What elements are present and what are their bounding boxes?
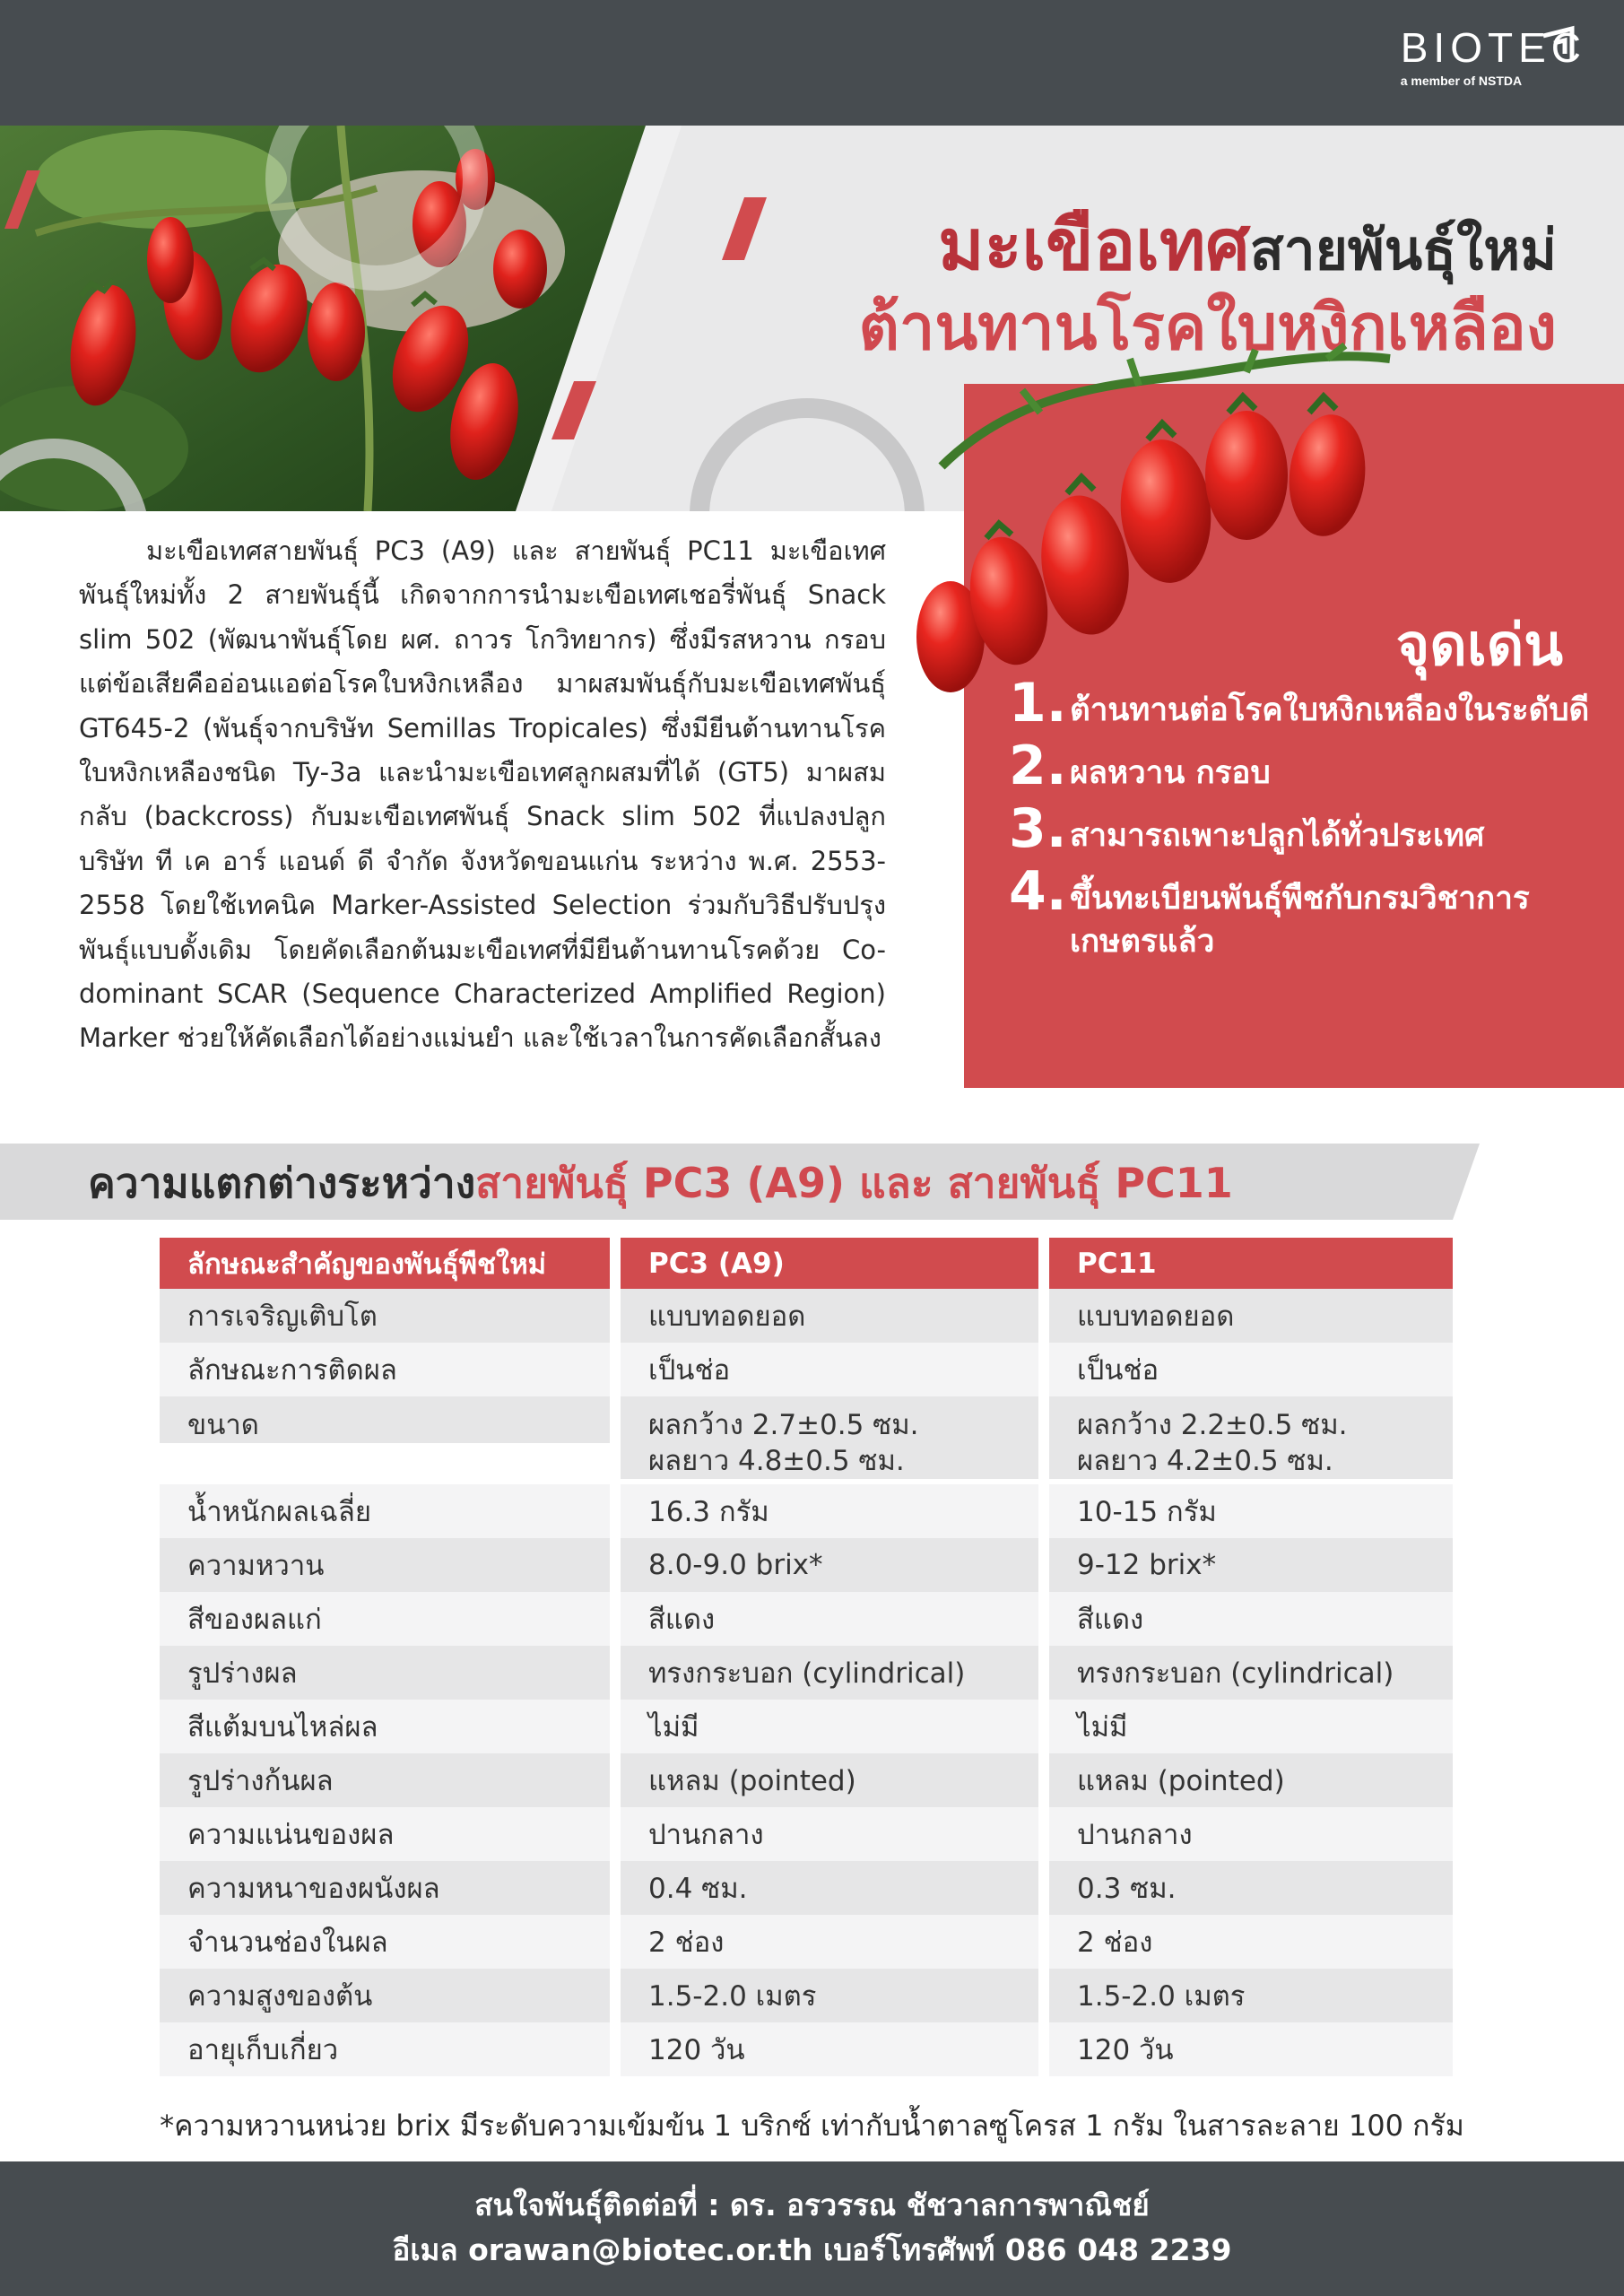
- highlight-text: สามารถเพาะปลูกได้ทั่วประเทศ: [1070, 818, 1485, 854]
- header-cell: PC3 (A9): [621, 1238, 1038, 1289]
- cell-text: ขนาด: [187, 1409, 259, 1441]
- table-cell: 0.3 ซม.: [1049, 1861, 1453, 1915]
- highlight-number: 4.: [1009, 860, 1067, 923]
- comparison-title-red: สายพันธุ์ PC3 (A9) และ สายพันธุ์ PC11: [475, 1159, 1233, 1207]
- header-cell: ลักษณะสำคัญของพันธุ์พืชใหม่: [160, 1238, 610, 1289]
- highlight-number: 1.: [1009, 672, 1067, 735]
- table-row: [160, 1646, 1453, 1700]
- table-cell: 1.5-2.0 เมตร: [621, 1969, 1038, 2022]
- contact-footer: [0, 2161, 1624, 2296]
- table-cell: ปานกลาง: [621, 1807, 1038, 1861]
- highlight-item: [1009, 797, 1601, 860]
- table-cell: 120 วัน: [621, 2022, 1038, 2076]
- highlight-item: [1009, 860, 1601, 963]
- table-row: [160, 1343, 1453, 1396]
- table-cell: รูปร่างก้นผล: [160, 1753, 610, 1807]
- logo-wordmark: BIOTEC: [1400, 24, 1586, 71]
- table-cell: ความหวาน: [160, 1538, 610, 1592]
- cell-line: ผลกว้าง 2.2±0.5 ซม.: [1077, 1409, 1348, 1441]
- logo-tagline: a member of NSTDA: [1400, 74, 1523, 88]
- table-cell: จำนวนช่องในผล: [160, 1915, 610, 1969]
- highlight-text: ขึ้นทะเบียนพันธุ์พืชกับกรมวิชาการเกษตรแล้ว: [1070, 881, 1530, 960]
- table-row: [160, 1484, 1453, 1538]
- table-row: [160, 1396, 1453, 1484]
- comparison-title: [88, 1154, 1233, 1212]
- cell-line: ผลยาว 4.8±0.5 ซม.: [648, 1445, 905, 1477]
- table-cell: แบบทอดยอด: [621, 1289, 1038, 1343]
- table-cell: 120 วัน: [1049, 2022, 1453, 2076]
- highlight-number: 3.: [1009, 797, 1067, 860]
- table-cell: ทรงกระบอก (cylindrical): [621, 1646, 1038, 1700]
- table-cell: แหลม (pointed): [1049, 1753, 1453, 1807]
- table-cell: ลักษณะการติดผล: [160, 1343, 610, 1396]
- table-cell: ไม่มี: [621, 1700, 1038, 1753]
- table-cell: ไม่มี: [1049, 1700, 1453, 1753]
- table-cell: 2 ช่อง: [1049, 1915, 1453, 1969]
- table-cell: 1.5-2.0 เมตร: [1049, 1969, 1453, 2022]
- header-bar: [0, 0, 1624, 126]
- table-cell: สีแดง: [1049, 1592, 1453, 1646]
- table-cell: การเจริญเติบโต: [160, 1289, 610, 1343]
- comparison-table: [160, 1238, 1453, 2076]
- table-row: [160, 1753, 1453, 1807]
- table-row: [160, 1915, 1453, 1969]
- cell-line: ผลกว้าง 2.7±0.5 ซม.: [648, 1409, 919, 1441]
- table-cell: ความสูงของต้น: [160, 1969, 610, 2022]
- table-row: [160, 1700, 1453, 1753]
- comparison-title-dark: ความแตกต่างระหว่าง: [88, 1159, 476, 1207]
- table-cell: [160, 1396, 610, 1443]
- title-dark-part: สายพันธุ์ใหม่: [1249, 217, 1557, 283]
- title-red-part: มะเขือเทศ: [938, 205, 1250, 286]
- highlight-text: ผลหวาน กรอบ: [1070, 755, 1271, 791]
- page-subtitle: ต้านทานโรคใบหงิกเหลือง: [858, 291, 1557, 364]
- table-cell: น้ำหนักผลเฉลี่ย: [160, 1484, 610, 1538]
- footnote: *ความหวานหน่วย brix มีระดับความเข้มข้น 1 บริกซ์ เท่ากับน้ำตาลซูโครส 1 กรัม ในสารละลาย 100 กรัม: [160, 2109, 1464, 2143]
- cell-line: ผลยาว 4.2±0.5 ซม.: [1077, 1445, 1333, 1477]
- header-cell: PC11: [1049, 1238, 1453, 1289]
- highlight-number: 2.: [1009, 735, 1067, 797]
- highlight-item: [1009, 735, 1601, 797]
- table-cell: 8.0-9.0 brix*: [621, 1538, 1038, 1592]
- table-cell: [1049, 1396, 1453, 1479]
- table-cell: 2 ช่อง: [621, 1915, 1038, 1969]
- table-cell: ทรงกระบอก (cylindrical): [1049, 1646, 1453, 1700]
- table-cell: เป็นช่อ: [621, 1343, 1038, 1396]
- table-row: [160, 1289, 1453, 1343]
- contact-line-email-phone: อีเมล orawan@biotec.or.th เบอร์โทรศัพท์ 086 048 2239: [392, 2232, 1232, 2267]
- table-cell: 9-12 brix*: [1049, 1538, 1453, 1592]
- table-row: [160, 1538, 1453, 1592]
- table-row: [160, 1861, 1453, 1915]
- table-row: [160, 2022, 1453, 2076]
- tomato-cluster-image: [906, 341, 1408, 718]
- table-cell: ปานกลาง: [1049, 1807, 1453, 1861]
- table-cell: แหลม (pointed): [621, 1753, 1038, 1807]
- table-cell: สีแดง: [621, 1592, 1038, 1646]
- table-cell: ความหนาของผนังผล: [160, 1861, 610, 1915]
- table-cell: เป็นช่อ: [1049, 1343, 1453, 1396]
- table-cell: สีแต้มบนไหล่ผล: [160, 1700, 610, 1753]
- table-row: [160, 1807, 1453, 1861]
- table-cell: ความแน่นของผล: [160, 1807, 610, 1861]
- intro-text: มะเขือเทศสายพันธุ์ PC3 (A9) และ สายพันธุ์ PC11 มะเขือเทศพันธุ์ใหม่ทั้ง 2 สายพันธุ์นี้ เกิดจากการนำมะเขือเทศเชอรี่พันธุ์ Snack slim 502 (พัฒนาพันธุ์โดย ผศ. ถาวร โกวิทยากร) ซึ่งมีรสหวาน กรอบ แต่ข้อเสียคืออ่อนแอต่อโรคใบหงิกเหลือง มาผสมพันธุ์กับมะเขือเทศพันธุ์ GT645-2 (พันธุ์จากบริษัท Semillas Tropicales) ซึ่งมียีนต้านทานโรคใบหงิกเหลืองชนิด Ty-3a และนำมะเขือเทศลูกผสมที่ได้ (GT5) มาผสมกลับ (backcross) กับมะเขือเทศพันธุ์ Snack slim 502 ที่แปลงปลูก บริษัท ที เค อาร์ แอนด์ ดี จำกัด จังหวัดขอนแก่น ระหว่าง พ.ศ. 2553-2558 โดยใช้เทคนิค Marker-Assisted Selection ร่วมกับวิธีปรับปรุงพันธุ์แบบดั้งเดิม โดยคัดเลือกต้นมะเขือเทศที่มียีนต้านทานโรคด้วย Co-dominant SCAR (Sequence Characterized Amplified Region) Marker ช่วยให้คัดเลือกได้อย่างแม่นยำ และใช้เวลาในการคัดเลือกสั้นลง: [79, 535, 886, 1054]
- table-row: [160, 1592, 1453, 1646]
- table-cell: รูปร่างผล: [160, 1646, 610, 1700]
- logo-mark-icon: [1536, 23, 1590, 77]
- highlight-item: [1009, 672, 1601, 735]
- highlight-text: ต้านทานต่อโรคใบหงิกเหลืองในระดับดี: [1070, 692, 1590, 728]
- contact-line-name: สนใจพันธุ์ติดต่อที่ : ดร. อรวรรณ ชัชวาลการพาณิชย์: [474, 2187, 1150, 2222]
- table-cell: 0.4 ซม.: [621, 1861, 1038, 1915]
- intro-paragraph: [79, 529, 886, 1061]
- highlights-title: จุดเด่น: [1395, 613, 1563, 679]
- table-row: [160, 1969, 1453, 2022]
- table-cell: [621, 1396, 1038, 1479]
- highlights-list: [1009, 672, 1601, 983]
- table-header-row: [160, 1238, 1453, 1289]
- page-title: [938, 205, 1557, 286]
- table-cell: อายุเก็บเกี่ยว: [160, 2022, 610, 2076]
- table-cell: 10-15 กรัม: [1049, 1484, 1453, 1538]
- table-cell: 16.3 กรัม: [621, 1484, 1038, 1538]
- table-cell: สีของผลแก่: [160, 1592, 610, 1646]
- table-cell: แบบทอดยอด: [1049, 1289, 1453, 1343]
